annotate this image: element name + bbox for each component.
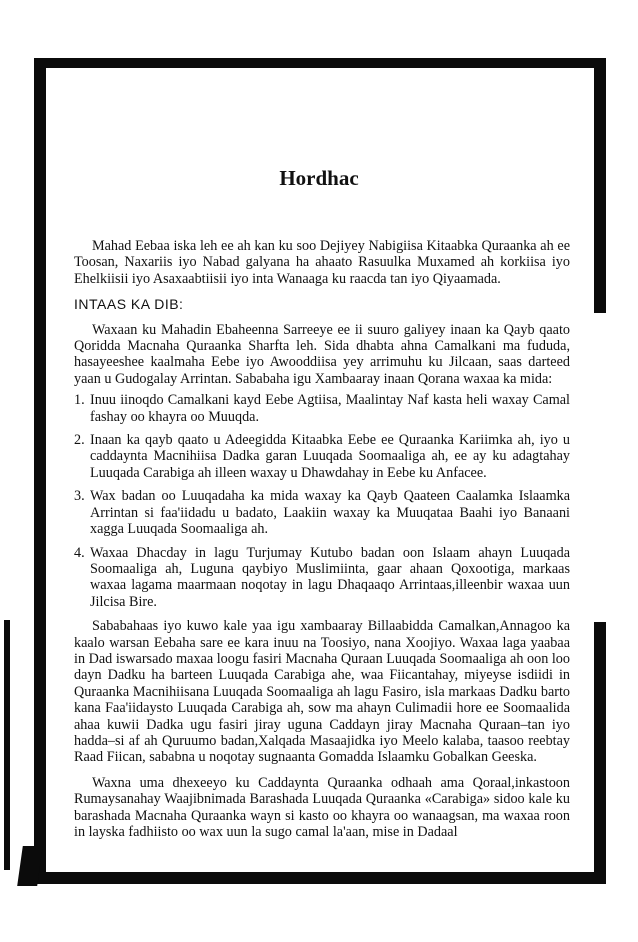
list-item-text: Inaan ka qayb qaato u Adeegidda Kitaabka Eebe ee Quraanka Kariimka ah, iyo u caddaynta Macnihiisa Dadka garan Luuqada Soomaaliga ah, ee ay ku adagtahay Luuqada Carabiga ah illeen waxay u Dhawdahay in Eebe ku Anfacee. <box>90 432 570 481</box>
list-item-number: 4. <box>74 544 85 561</box>
reasons-list <box>74 392 570 610</box>
page-title: Hordhac <box>279 166 359 190</box>
list-item-number: 1. <box>74 392 85 409</box>
intro-paragraph: Mahad Eebaa iska leh ee ah kan ku soo Dejiyey Nabigiisa Kitaabka Quraanka ah ee Toosan, Naxariis iyo Nabad galyana ha ahaato Rasuulka Muxamed ah korkiisa iyo Ehelkiisii iyo Asaxaabtiisii iyo inta Wanaaga ku raacda tan iyo Qiyaamada. <box>74 238 570 287</box>
list-item-text: Waxaa Dhacday in lagu Turjumay Kutubo badan oon Islaam ahayn Luuqada Soomaaliga ah, Luguna qaybiyo Muslimiinta, gaar ahaan Qoxootiga, markaas waxaa lagama maarmaan noqotay in lagu Dhaqaaqo Arrintaas,illeenbir waxaa uun Jilcisa Bire. <box>90 544 570 610</box>
section-heading: INTAAS KA DIB: <box>74 296 184 313</box>
page-body <box>74 238 570 840</box>
list-item-text: Inuu iinoqdo Camalkani kayd Eebe Agtiisa, Maalintay Naf kasta heli waxay Camal fashay oo khayra oo Muuqda. <box>90 392 570 425</box>
page-frame-right-lower <box>594 622 606 884</box>
body-paragraph-3: Waxna uma dhexeeyo ku Caddaynta Quraanka odhaah ama Qoraal,inkastoon Rumaysanahay Waajibnimada Barashada Luuqada Quraanka «Carabiga» sidoo kale ku barashada Macnaha Quraanka wayn si kasto oo khayra oo wanaagsan, ma waxaa roon in layska fadhiisto oo wax uun la sugo camal la'aan, mise in Dadaal <box>74 774 570 840</box>
body-paragraph-1: Waxaan ku Mahadin Ebaheenna Sarreeye ee ii suuro galiyey inaan ka Qayb qaato Qoridda Macnaha Quraanka Sharfta leh. Sida dhabta ahna Camalkani ma fududa, hasayeeshee kaalmaha Eebe iyo Awooddiisa yey arrimuhu ku Jilcaan, saas darteed yaan u Gudogalay Arrintan. Sababaha igu Xambaaray inaan Qorana waxaa ka mida: <box>74 321 570 387</box>
list-item <box>74 488 570 537</box>
page-frame-bottom <box>34 872 606 884</box>
scan-edge-shadow <box>4 620 10 870</box>
list-item-number: 3. <box>74 488 85 505</box>
page-frame-top <box>34 58 606 68</box>
list-item <box>74 432 570 481</box>
body-paragraph-2: Sababahaas iyo kuwo kale yaa igu xambaaray Billaabidda Camalkan,Annagoo ka kaalo warsan Eebaha sare ee kara inuu na Toosiyo, nana Xoojiyo. Waxaa laga yaabaa in Dad iswarsado maxaa loogu fasiri Macnaha Quraan Luuqada Soomaaliga ah oon loo dayn Dadku ha barteen Luuqada Carabiga ahe, waa Fiicantahay, miyeyse isdiidi in Quraanka Macnihiisana Luuqada Soomaaliga ah lagu Fasiro, isla markaas Dadku barto kana Faa'iidaysto Luuqada Carabiga ah, sow ma ahayn Culimadii hore ee Soomaalida ahaa kuwii Dadka ugu fasiri jiray uguna Caddayn jiray Macnaha Quraan–tan iyo hadda–si af ah Quruumo badan,Xalqada Masaajidka iyo Meelo kalaba, taasoo reebtay Raad Fiican, sababna u noqotay sugnaanta Gomadda Islaamku Gobalkan Geeska. <box>74 618 570 766</box>
list-item <box>74 545 570 611</box>
list-item <box>74 392 570 425</box>
list-item-number: 2. <box>74 432 85 449</box>
list-item-text: Wax badan oo Luuqadaha ka mida waxay ka Qayb Qaateen Caalamka Islaamka Arrintan si faa'iidadu u badato, Laakiin waxay ka Muuqataa Baahi iyo Banaani xagga Luuqada Soomaaliga ah. <box>90 488 570 538</box>
